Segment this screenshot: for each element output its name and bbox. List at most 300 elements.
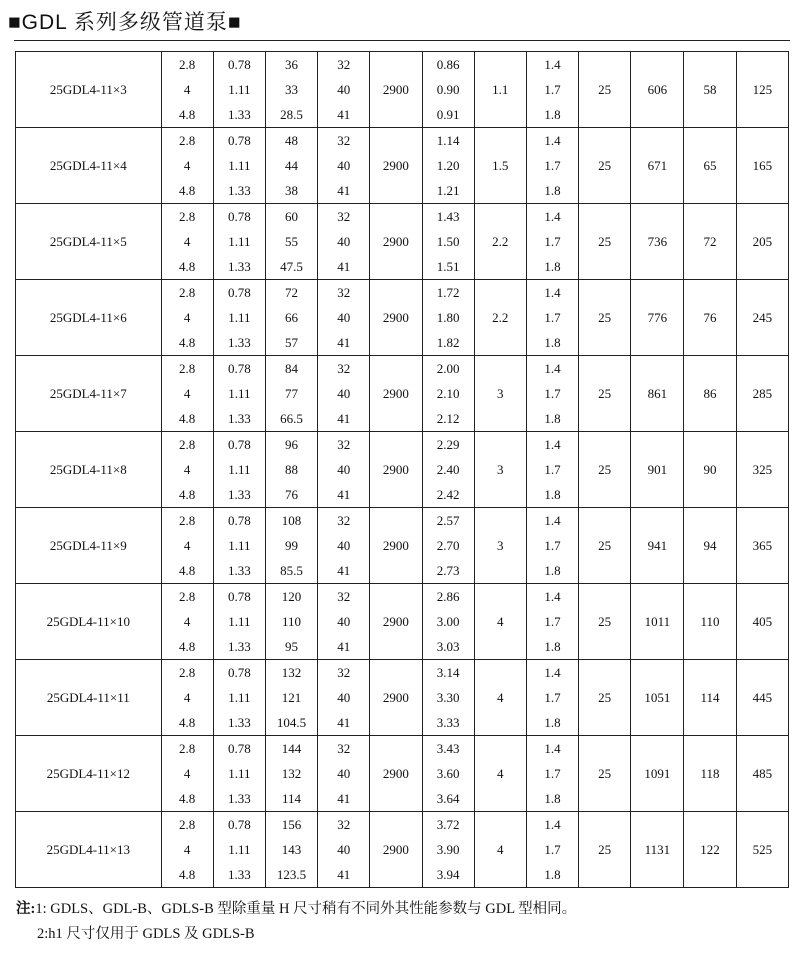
cell-power: 1.5 [474,128,526,204]
cell-col8 [526,736,578,812]
cell-value: 40 [337,386,351,401]
cell-value: 1.8 [544,715,561,730]
cell-value: 1.72 [436,285,460,300]
cell-col3 [265,812,317,888]
cell-col6 [422,204,474,280]
cell-value: 1.8 [544,335,561,350]
cell-power: 3 [474,508,526,584]
cell-value: 3.90 [436,842,460,857]
cell-value: 120 [281,589,302,604]
cell-col3 [265,128,317,204]
cell-col3 [265,660,317,736]
cell-col8 [526,812,578,888]
cell-value: 2.8 [179,741,196,756]
cell-value: 1.7 [544,462,561,477]
model-cell: 25GDL4-11×13 [16,812,162,888]
cell-value: 1.7 [544,614,561,629]
cell-value: 2.40 [436,462,460,477]
cell-dn: 25 [579,128,631,204]
cell-col4 [318,660,370,736]
cell-value: 1.11 [228,158,251,173]
model-cell: 25GDL4-11×3 [16,52,162,128]
cell-value: 4.8 [179,107,196,122]
cell-value: 4 [183,82,191,97]
cell-value: 2.57 [436,513,460,528]
cell-value: 0.78 [227,285,251,300]
cell-col8 [526,660,578,736]
cell-value: 0.86 [436,57,460,72]
cell-value: 1.7 [544,386,561,401]
table-row [16,280,789,356]
cell-value: 41 [337,867,351,882]
cell-col2 [213,280,265,356]
cell-value: 4 [183,766,191,781]
table-row [16,584,789,660]
cell-col3 [265,52,317,128]
cell-col1 [161,508,213,584]
cell-col3 [265,432,317,508]
cell-value: 1.7 [544,842,561,857]
cell-value: 57 [285,335,299,350]
cell-value: 3.43 [436,741,460,756]
cell-value: 40 [337,766,351,781]
cell-dn: 25 [579,204,631,280]
cell-value: 4 [183,614,191,629]
cell-value: 1.33 [227,183,251,198]
cell-h: 86 [684,356,736,432]
cell-value: 1.11 [228,842,251,857]
cell-col6 [422,660,474,736]
cell-value: 0.78 [227,513,251,528]
cell-col4 [318,736,370,812]
cell-value: 1.8 [544,487,561,502]
cell-value: 1.82 [436,335,460,350]
cell-value: 76 [285,487,299,502]
cell-value: 2.00 [436,361,460,376]
cell-value: 28.5 [280,107,303,122]
cell-dn: 25 [579,660,631,736]
cell-value: 0.78 [227,665,251,680]
cell-h: 72 [684,204,736,280]
cell-col6 [422,356,474,432]
cell-value: 66.5 [280,411,303,426]
cell-value: 1.33 [227,563,251,578]
cell-value: 4.8 [179,183,196,198]
cell-value: 41 [337,335,351,350]
cell-value: 4 [183,310,191,325]
cell-value: 77 [285,386,299,401]
cell-col2 [213,584,265,660]
cell-value: 1.4 [544,57,561,72]
cell-col1 [161,52,213,128]
cell-value: 60 [285,209,299,224]
cell-value: 4.8 [179,335,196,350]
cell-value: 32 [337,513,351,528]
cell-dn: 25 [579,584,631,660]
cell-value: 1.7 [544,538,561,553]
cell-value: 121 [281,690,302,705]
cell-value: 2.8 [179,133,196,148]
cell-value: 40 [337,538,351,553]
cell-col8 [526,432,578,508]
cell-col4 [318,52,370,128]
cell-value: 1.21 [436,183,460,198]
cell-value: 0.78 [227,741,251,756]
cell-l: 1131 [631,812,684,888]
cell-col8 [526,52,578,128]
cell-value: 1.4 [544,741,561,756]
cell-col2 [213,736,265,812]
cell-value: 4.8 [179,639,196,654]
cell-power: 1.1 [474,52,526,128]
cell-speed: 2900 [370,52,422,128]
cell-value: 41 [337,107,351,122]
cell-w: 205 [736,204,788,280]
cell-w: 445 [736,660,788,736]
cell-value: 40 [337,462,351,477]
page-title: ■GDL 系列多级管道泵■ [8,11,242,34]
cell-value: 1.4 [544,589,561,604]
cell-value: 4.8 [179,791,196,806]
cell-col1 [161,736,213,812]
cell-value: 1.8 [544,107,561,122]
cell-value: 1.4 [544,437,561,452]
cell-value: 41 [337,639,351,654]
cell-value: 41 [337,487,351,502]
cell-col1 [161,432,213,508]
cell-l: 671 [631,128,684,204]
cell-value: 1.33 [227,715,251,730]
cell-value: 41 [337,411,351,426]
cell-col4 [318,812,370,888]
cell-value: 4 [183,842,191,857]
cell-value: 1.7 [544,158,561,173]
cell-col4 [318,508,370,584]
cell-l: 901 [631,432,684,508]
cell-value: 4.8 [179,715,196,730]
cell-value: 95 [285,639,299,654]
cell-value: 1.8 [544,639,561,654]
cell-value: 1.4 [544,513,561,528]
cell-dn: 25 [579,432,631,508]
cell-value: 1.33 [227,487,251,502]
cell-col8 [526,204,578,280]
cell-dn: 25 [579,356,631,432]
cell-value: 108 [281,513,302,528]
cell-value: 32 [337,817,351,832]
cell-value: 1.7 [544,234,561,249]
cell-value: 0.78 [227,437,251,452]
cell-value: 66 [285,310,299,325]
cell-value: 1.14 [436,133,460,148]
cell-value: 1.7 [544,82,561,97]
cell-col8 [526,508,578,584]
cell-value: 4.8 [179,867,196,882]
model-cell: 25GDL4-11×11 [16,660,162,736]
cell-speed: 2900 [370,584,422,660]
cell-value: 48 [285,133,299,148]
cell-power: 4 [474,736,526,812]
cell-col6 [422,52,474,128]
cell-value: 41 [337,259,351,274]
cell-value: 104.5 [276,715,307,730]
cell-value: 144 [281,741,302,756]
cell-value: 32 [337,437,351,452]
cell-value: 84 [285,361,299,376]
cell-value: 156 [281,817,302,832]
cell-col1 [161,356,213,432]
cell-dn: 25 [579,280,631,356]
cell-value: 0.78 [227,57,251,72]
cell-value: 1.33 [227,335,251,350]
cell-value: 41 [337,563,351,578]
cell-value: 2.12 [436,411,460,426]
cell-value: 1.4 [544,285,561,300]
cell-col3 [265,356,317,432]
cell-h: 110 [684,584,736,660]
cell-value: 2.8 [179,817,196,832]
cell-col1 [161,204,213,280]
cell-value: 1.33 [227,107,251,122]
cell-value: 1.8 [544,183,561,198]
cell-value: 1.7 [544,690,561,705]
note-1-text: 1: GDLS、GDL-B、GDLS-B 型除重量 H 尺寸稍有不同外其性能参数与 GDL 型相同。 [35,901,577,917]
cell-col8 [526,584,578,660]
cell-h: 58 [684,52,736,128]
cell-w: 165 [736,128,788,204]
cell-col4 [318,280,370,356]
cell-h: 90 [684,432,736,508]
cell-col8 [526,356,578,432]
cell-w: 485 [736,736,788,812]
cell-value: 99 [285,538,299,553]
cell-col1 [161,584,213,660]
cell-l: 941 [631,508,684,584]
cell-value: 1.11 [228,766,251,781]
cell-value: 32 [337,361,351,376]
cell-value: 143 [281,842,302,857]
model-cell: 25GDL4-11×10 [16,584,162,660]
cell-value: 85.5 [280,563,303,578]
cell-col8 [526,128,578,204]
cell-speed: 2900 [370,736,422,812]
cell-value: 1.11 [228,234,251,249]
cell-value: 1.8 [544,867,561,882]
cell-value: 4 [183,462,191,477]
cell-value: 1.11 [228,386,251,401]
cell-col2 [213,52,265,128]
cell-power: 4 [474,812,526,888]
notes [16,897,576,947]
cell-value: 3.94 [436,867,460,882]
cell-l: 861 [631,356,684,432]
cell-value: 3.72 [436,817,460,832]
cell-value: 1.11 [228,462,251,477]
cell-value: 0.90 [436,82,460,97]
cell-h: 94 [684,508,736,584]
cell-speed: 2900 [370,280,422,356]
cell-w: 325 [736,432,788,508]
model-cell: 25GDL4-11×8 [16,432,162,508]
cell-value: 1.8 [544,259,561,274]
cell-speed: 2900 [370,432,422,508]
cell-col1 [161,128,213,204]
cell-value: 2.70 [436,538,460,553]
cell-value: 41 [337,715,351,730]
cell-value: 40 [337,614,351,629]
cell-value: 40 [337,842,351,857]
cell-l: 606 [631,52,684,128]
cell-value: 0.78 [227,589,251,604]
cell-value: 1.4 [544,817,561,832]
model-cell: 25GDL4-11×7 [16,356,162,432]
model-cell: 25GDL4-11×5 [16,204,162,280]
cell-value: 132 [281,665,302,680]
cell-col4 [318,584,370,660]
cell-col6 [422,584,474,660]
note-2: 2:h1 尺寸仅用于 GDLS 及 GDLS-B [37,926,255,942]
cell-col2 [213,128,265,204]
cell-value: 1.43 [436,209,460,224]
cell-value: 4.8 [179,259,196,274]
cell-value: 32 [337,57,351,72]
cell-w: 125 [736,52,788,128]
cell-dn: 25 [579,508,631,584]
cell-col2 [213,508,265,584]
cell-power: 4 [474,584,526,660]
cell-value: 2.42 [436,487,460,502]
cell-value: 40 [337,158,351,173]
cell-value: 33 [285,82,299,97]
cell-value: 32 [337,665,351,680]
cell-value: 2.8 [179,589,196,604]
table-row [16,128,789,204]
cell-col8 [526,280,578,356]
cell-value: 2.8 [179,361,196,376]
cell-value: 1.33 [227,791,251,806]
cell-value: 32 [337,589,351,604]
cell-h: 65 [684,128,736,204]
cell-l: 736 [631,204,684,280]
cell-value: 3.14 [436,665,460,680]
cell-speed: 2900 [370,128,422,204]
cell-w: 245 [736,280,788,356]
cell-value: 123.5 [276,867,307,882]
cell-value: 40 [337,310,351,325]
cell-col2 [213,660,265,736]
cell-value: 1.4 [544,133,561,148]
title-divider [14,40,790,41]
model-cell: 25GDL4-11×6 [16,280,162,356]
cell-dn: 25 [579,52,631,128]
cell-power: 2.2 [474,204,526,280]
cell-dn: 25 [579,812,631,888]
cell-h: 118 [684,736,736,812]
cell-value: 3.60 [436,766,460,781]
cell-value: 1.11 [228,538,251,553]
cell-value: 1.33 [227,411,251,426]
cell-value: 1.33 [227,867,251,882]
cell-value: 1.50 [436,234,460,249]
table-row [16,204,789,280]
cell-value: 1.33 [227,259,251,274]
cell-col6 [422,128,474,204]
cell-value: 32 [337,133,351,148]
model-cell: 25GDL4-11×4 [16,128,162,204]
cell-power: 3 [474,432,526,508]
cell-value: 1.8 [544,563,561,578]
cell-value: 2.8 [179,57,196,72]
cell-col2 [213,356,265,432]
cell-value: 88 [285,462,299,477]
cell-col2 [213,204,265,280]
cell-value: 40 [337,690,351,705]
cell-w: 365 [736,508,788,584]
note-1 [16,897,576,922]
cell-speed: 2900 [370,812,422,888]
cell-col6 [422,432,474,508]
cell-value: 0.91 [436,107,460,122]
cell-value: 0.78 [227,361,251,376]
cell-value: 32 [337,741,351,756]
cell-col6 [422,736,474,812]
table-row [16,812,789,888]
cell-value: 1.8 [544,791,561,806]
cell-value: 0.78 [227,817,251,832]
pump-spec-table [15,51,789,888]
cell-value: 2.86 [436,589,460,604]
cell-value: 44 [285,158,299,173]
cell-l: 776 [631,280,684,356]
cell-value: 114 [282,791,302,806]
cell-value: 1.8 [544,411,561,426]
cell-value: 36 [285,57,299,72]
cell-l: 1051 [631,660,684,736]
cell-value: 1.11 [228,614,251,629]
cell-value: 3.64 [436,791,460,806]
cell-value: 4 [183,386,191,401]
model-cell: 25GDL4-11×12 [16,736,162,812]
cell-value: 110 [282,614,302,629]
cell-w: 405 [736,584,788,660]
cell-col3 [265,736,317,812]
cell-col2 [213,812,265,888]
cell-value: 1.7 [544,310,561,325]
cell-value: 4 [183,538,191,553]
cell-w: 285 [736,356,788,432]
cell-power: 3 [474,356,526,432]
cell-col4 [318,356,370,432]
cell-power: 2.2 [474,280,526,356]
cell-col1 [161,280,213,356]
cell-value: 1.11 [228,690,251,705]
cell-value: 1.4 [544,361,561,376]
cell-value: 3.00 [436,614,460,629]
cell-col4 [318,128,370,204]
cell-value: 32 [337,209,351,224]
cell-value: 2.8 [179,513,196,528]
cell-value: 3.33 [436,715,460,730]
cell-value: 3.03 [436,639,460,654]
table-row [16,52,789,128]
cell-value: 4.8 [179,563,196,578]
cell-l: 1091 [631,736,684,812]
cell-h: 76 [684,280,736,356]
cell-col6 [422,812,474,888]
table-row [16,660,789,736]
cell-value: 4 [183,234,191,249]
cell-value: 132 [281,766,302,781]
